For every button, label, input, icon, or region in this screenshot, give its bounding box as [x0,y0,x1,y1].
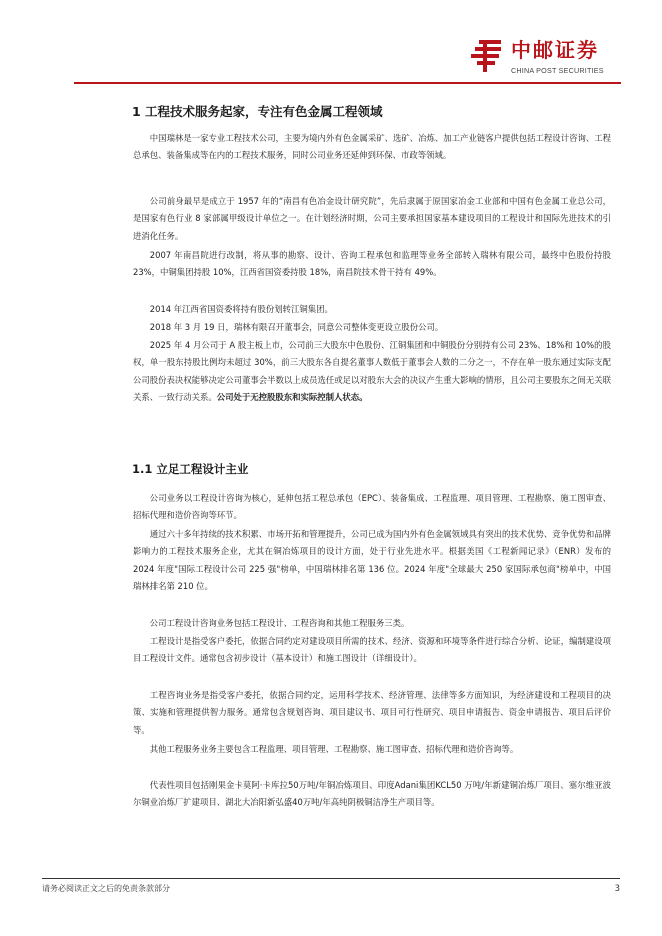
logo-chinese-text: 中邮证券 [511,38,599,62]
page-number: 3 [614,884,620,894]
footer-disclaimer: 请务必阅读正文之后的免责条款部分 [42,884,170,893]
section-1-1-paragraph-4: 工程设计是指受客户委托，依据合同约定对建设项目所需的技术、经济、资源和环境等条件进行综合分析、论证，编制建设项目工程设计文件。通常包含初步设计（基本设计）和施工图设计（详细设计）。 [133,636,611,664]
header-divider [74,82,621,84]
shareholder-text: 2025 年 4 月公司于 A 股主板上市，公司前三大股东中色股份、江铜集团和中铜股份分别持有公司 23%、18%和 10%的股权，单一股东持股比例均未超过 30%，前三大股东各自提名董事人数低于董事会人数的二分之一，不存在单一股东通过实际支配公司股份表决权能够决定公司董事会半数以上成员选任或足以对股东大会的决议产生重大影响的情形，且公司主要股东之间无关联关系、一致行动关系。 [133,340,611,403]
logo-english-text: CHINA POST SECURITIES [511,66,604,75]
section-1-1-paragraph-5: 工程咨询业务是指受客户委托，依据合同约定，运用科学技术、经济管理、法律等多方面知识，为经济建设和工程项目的决策、实施和管理提供智力服务。通常包含规划咨询、项目建议书、项目可行性研究、项目申请报告、资金申请报告、项目后评价等。 [133,690,611,735]
china-post-emblem-icon [469,38,505,74]
section-1-paragraph-5: 2018 年 3 月 19 日，瑞林有限召开董事会，同意公司整体变更设立股份公司。 [149,322,444,332]
section-1-paragraph-3: 2007 年南昌院进行改制，将从事的勘察、设计、咨询工程承包和监理等业务全部转入瑞林有限公司，最终中色股份持股 23%，中铜集团持股 10%，江西省国资委持股 18%，南昌院技术骨干持有 49%。 [133,250,611,278]
section-1-heading: 1 工程技术服务起家，专注有色金属工程领域 [132,104,383,119]
section-1-paragraph-2: 公司前身最早是成立于 1957 年的“南昌有色冶金设计研究院”，先后隶属于原国家冶金工业部和中国有色金属工业总公司，是国家有色行业 8 家部属甲级设计单位之一。在计划经济时期，公司主要承担国家基本建设项目的工程设计和国际先进技术的引进消化任务。 [133,196,611,241]
section-1-1-paragraph-3: 公司工程设计咨询业务包括工程设计、工程咨询和其他工程服务三类。 [149,618,410,628]
section-1-1-paragraph-6: 其他工程服务业务主要包含工程监理、项目管理、工程勘察、施工图审查、招标代理和造价咨询等。 [149,744,519,754]
section-1-1-heading: 1.1 立足工程设计主业 [132,462,249,476]
section-1-paragraph-6 [133,337,611,407]
section-1-1-paragraph-2: 通过六十多年持续的技术积累、市场开拓和管理提升，公司已成为国内外有色金属领域具有突出的技术优势、竞争优势和品牌影响力的工程技术服务企业，尤其在铜冶炼项目的设计方面，处于行业先进水平。根据美国《工程新闻记录》（ENR）发布的 2024 年度"国际工程设计公司 225 强"榜单，中国瑞林排名第 136 位。2024 年度"全球最大 250 家国际承包商"榜单中，中国瑞林排名第 210 位。 [133,529,611,592]
section-1-1-paragraph-1: 公司业务以工程设计咨询为核心，延伸包括工程总承包（EPC）、装备集成、工程监理、项目管理、工程勘察、施工图审查、招标代理和造价咨询等环节。 [133,493,611,521]
footer-divider [42,878,620,879]
section-1-paragraph-4: 2014 年江西省国资委将持有股份划转江铜集团。 [149,304,333,314]
section-1-paragraph-1: 中国瑞林是一家专业工程技术公司，主要为境内外有色金属采矿、选矿、冶炼、加工产业链客户提供包括工程设计咨询、工程总承包、装备集成等在内的工程技术服务，同时公司业务还延伸到环保、市政等领域。 [133,133,611,161]
section-1-1-paragraph-7: 代表性项目包括刚果金卡莫阿·卡库拉50万吨/年铜冶炼项目、印度Adani集团KCL50 万吨/年新建铜冶炼厂项目、塞尔维亚波尔铜业冶炼厂扩建项目、湖北大冶阳新弘盛40万吨/年高纯阴极铜洁净生产项目等。 [133,780,611,808]
control-status-bold-text: 公司处于无控股股东和实际控制人状态。 [216,392,368,403]
